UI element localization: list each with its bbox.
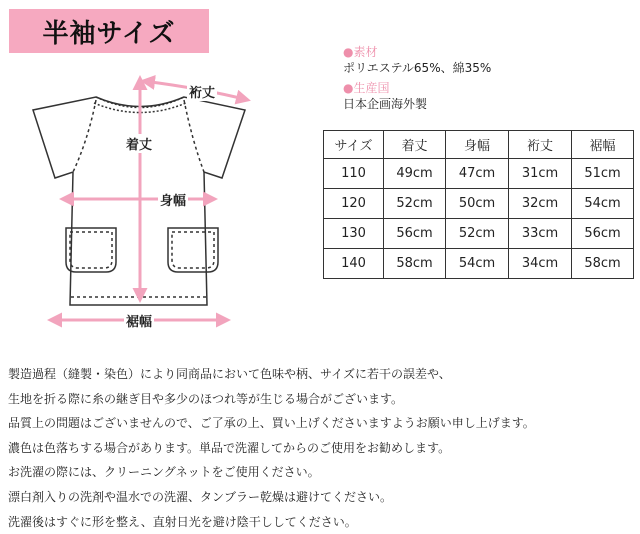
header-size: サイズ [324, 131, 384, 159]
origin-value: 日本企画海外製 [343, 97, 428, 111]
table-cell: 52cm [384, 189, 446, 219]
fabric-value: ポリエステル65%、綿35% [343, 61, 492, 75]
table-cell: 54cm [446, 249, 509, 279]
header-mihaba: 身幅 [446, 131, 509, 159]
header-susohaba: 裾幅 [572, 131, 634, 159]
note-line: 漂白剤入りの洗剤や温水での洗濯、タンブラー乾燥は避けてください。 [8, 489, 393, 504]
table-cell: 49cm [384, 159, 446, 189]
table-cell: 56cm [572, 219, 634, 249]
mihaba-label: 身幅 [158, 190, 188, 209]
table-cell: 58cm [384, 249, 446, 279]
table-cell: 54cm [572, 189, 634, 219]
table-cell: 120 [324, 189, 384, 219]
table-cell: 110 [324, 159, 384, 189]
note-line: お洗濯の際には、クリーニングネットをご使用ください。 [8, 465, 320, 480]
note-line: 生地を折る際に糸の継ぎ目や多少のほつれ等が生じる場合がございます。 [8, 391, 404, 406]
table-row [324, 189, 634, 219]
table-cell: 56cm [384, 219, 446, 249]
table-cell: 32cm [509, 189, 572, 219]
origin-heading: ●生産国 [343, 81, 390, 95]
table-row [324, 159, 634, 189]
note-line: 洗濯後はすぐに形を整え、直射日光を避け陰干ししてください。 [8, 514, 357, 529]
table-row [324, 219, 634, 249]
care-notes [8, 362, 535, 534]
table-cell: 130 [324, 219, 384, 249]
note-line: 品質上の問題はございませんので、ご了承の上、買い上げくださいますようお願い申し上げます。 [8, 416, 535, 431]
table-header-row [324, 131, 634, 159]
table-cell: 140 [324, 249, 384, 279]
garment-diagram [0, 55, 280, 345]
table-cell: 31cm [509, 159, 572, 189]
table-cell: 58cm [572, 249, 634, 279]
table-cell: 51cm [572, 159, 634, 189]
fabric-heading: ●素材 [343, 45, 378, 59]
table-cell: 52cm [446, 219, 509, 249]
page-title: 半袖サイズ [9, 9, 209, 53]
note-line: 濃色は色落ちする場合があります。単品で洗濯してからのご使用をお勧めします。 [8, 440, 451, 455]
table-cell: 33cm [509, 219, 572, 249]
material-info [343, 44, 491, 116]
kitake-label: 着丈 [124, 134, 154, 153]
table-cell: 50cm [446, 189, 509, 219]
size-table [323, 130, 634, 279]
yukitake-label: 裄丈 [187, 82, 217, 101]
table-cell: 34cm [509, 249, 572, 279]
header-yukitake: 裄丈 [509, 131, 572, 159]
note-line: 製造過程（縫製・染色）により同商品において色味や柄、サイズに若干の誤差や、 [8, 367, 451, 381]
table-cell: 47cm [446, 159, 509, 189]
header-kitake: 着丈 [384, 131, 446, 159]
susohaba-label: 裾幅 [124, 311, 154, 330]
table-row [324, 249, 634, 279]
